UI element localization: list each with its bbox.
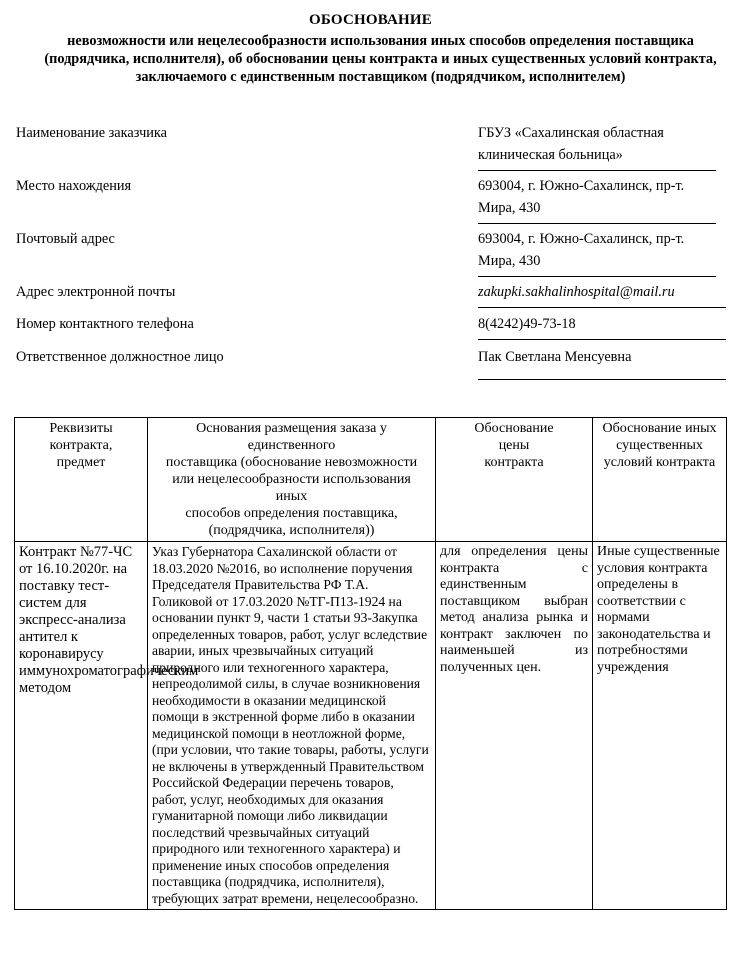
header-conditions: Обоснование иных существенных условий контракта bbox=[593, 418, 727, 542]
document-subtitle: невозможности или нецелесообразности использования иных способов определения поставщика (подрядчика, исполнителя), об обосновании цены контракта и иных существенных условий контракта, заключаемого с единственным поставщиком (подрядчиком, исполнителем) bbox=[44, 33, 717, 85]
info-label: Наименование заказчика bbox=[16, 125, 167, 141]
info-label: Место нахождения bbox=[16, 178, 132, 194]
info-value: 8(4242)49-73-18 bbox=[478, 313, 726, 340]
cell-basis: Указ Губернатора Сахалинской области от 18.03.2020 №2016, во исполнение поручения Председателя Правительства РФ Т.А. Голиковой от 17.03.2020 №ТГ-П13-1924 на основании пункт 9, части 1 статьи 93-Закупка определенных товаров, работ, услуг вследствие аварии, иных чрезвычайных ситуаций природного или техногенного характера, непреодолимой силы, в случае возникновения необходимости в оказании медицинской помощи в экстренной форме либо в оказании медицинской помощи в неотложной форме, (при условии, что такие товары, работы, услуги не включены в утвержденный Правительством Российской Федерации перечень товаров, работ, услуг, необходимых для оказания гуманитарной помощи либо ликвидации последствий чрезвычайных ситуаций природного или техногенного характера) и применение иных способов определения поставщика (подрядчика, исполнителя), требующих затрат времени, нецелесообразно. bbox=[148, 542, 436, 910]
info-value: 693004, г. Южно-Сахалинск, пр-т. Мира, 430 bbox=[478, 228, 716, 277]
info-label: Адрес электронной почты bbox=[16, 284, 176, 300]
table-row bbox=[15, 542, 727, 910]
info-label: Номер контактного телефона bbox=[16, 316, 194, 332]
header-basis: Основания размещения заказа у единственного поставщика (обоснование невозможности или нецелесообразности использования иных способов определения поставщика, (подрядчика, исполнителя)) bbox=[148, 418, 436, 542]
header-price: Обоснование цены контракта bbox=[436, 418, 593, 542]
info-value: ГБУЗ «Сахалинская областная клиническая больница» bbox=[478, 122, 716, 171]
info-label: Ответственное должностное лицо bbox=[16, 349, 224, 365]
cell-conditions: Иные существенные условия контракта определены в соответствии с нормами законодательства и потребностями учреждения bbox=[593, 542, 727, 910]
table-header-row bbox=[15, 418, 727, 542]
cell-price: для определения цены контракта с единственным поставщиком выбран метод анализа рынка и контракт заключен по наименьшей из полученных цен. bbox=[436, 542, 593, 910]
justification-table bbox=[14, 417, 727, 910]
info-value-email: zakupki.sakhalinhospital@mail.ru bbox=[478, 281, 726, 308]
cell-contract: Контракт №77-ЧС от 16.10.2020г. на поставку тест-систем для экспресс-анализа антител к коронавирусу иммунохроматографическим методом bbox=[15, 542, 148, 910]
info-label: Почтовый адрес bbox=[16, 231, 115, 247]
header-contract: Реквизиты контракта, предмет bbox=[15, 418, 148, 542]
info-value: 693004, г. Южно-Сахалинск, пр-т. Мира, 430 bbox=[478, 175, 716, 224]
document-title: ОБОСНОВАНИЕ bbox=[309, 12, 432, 28]
info-value: Пак Светлана Менсуевна bbox=[478, 346, 726, 380]
